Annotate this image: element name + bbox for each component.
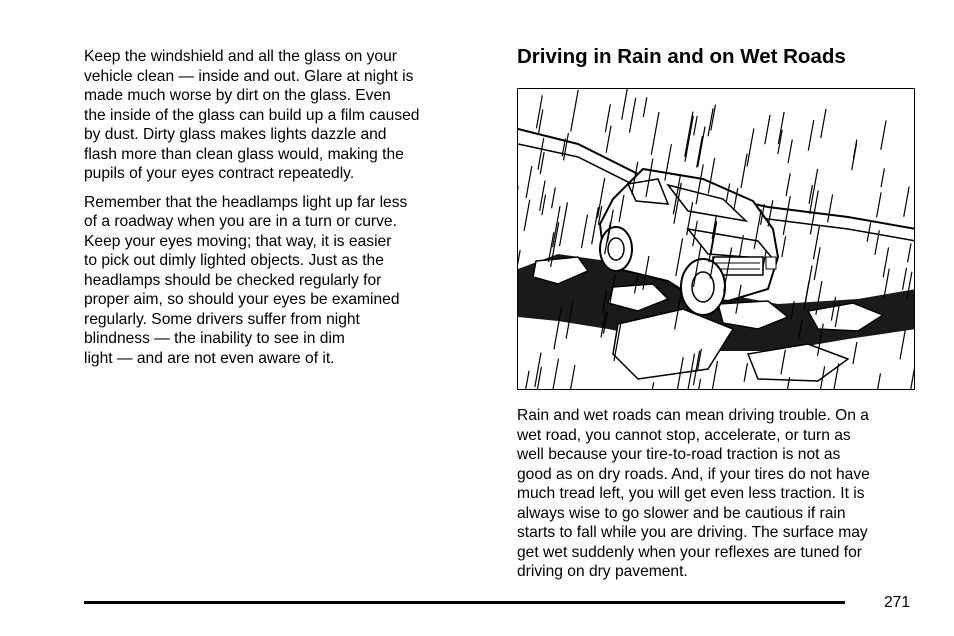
rain-streak: [808, 120, 814, 151]
text-line: flash more than clean glass would, making the: [84, 145, 404, 163]
rain-streak: [828, 195, 833, 223]
rain-streak: [875, 373, 880, 390]
rain-driving-illustration: [517, 88, 915, 390]
rain-streak: [877, 192, 881, 217]
page-number: 271: [884, 594, 911, 611]
paragraph-wet-roads: [517, 406, 917, 582]
rain-streak: [526, 166, 532, 198]
rain-streak: [744, 363, 747, 382]
rain-streak: [552, 359, 559, 390]
text-line: by dust. Dirty glass makes lights dazzle and: [84, 126, 387, 143]
rain-streak: [697, 136, 703, 168]
text-line: Keep your eyes moving; that way, it is easier: [84, 232, 392, 250]
text-line: wet road, you cannot stop, accelerate, or turn as: [517, 426, 851, 444]
section-heading: Driving in Rain and on Wet Roads: [517, 45, 846, 68]
rain-streak: [908, 243, 911, 262]
rain-streak: [821, 109, 826, 138]
text-line: regularly. Some drivers suffer from night: [84, 310, 360, 328]
text-line: Remember that the headlamps light up far less: [84, 193, 408, 211]
rain-streak: [553, 206, 560, 247]
rain-streak: [685, 116, 693, 162]
rain-streak: [694, 116, 697, 135]
rain-streak: [881, 120, 886, 149]
rain-streak: [581, 215, 587, 248]
rain-streak: [605, 104, 610, 132]
rain-streak: [786, 173, 790, 196]
rain-streak: [782, 236, 786, 257]
text-line: Keep the windshield and all the glass on your: [84, 48, 397, 65]
text-line: driving on dry pavement.: [517, 563, 688, 580]
rain-streak: [524, 200, 530, 231]
text-line: light — and are not even aware of it.: [84, 349, 335, 367]
text-line: good as on dry roads. And, if your tires do not have: [517, 465, 870, 483]
rain-streak: [768, 200, 773, 226]
rain-streak: [622, 89, 628, 120]
text-line: of a roadway when you are in a turn or curve.: [84, 213, 397, 230]
rain-streak: [852, 143, 857, 171]
rain-streak: [741, 154, 747, 188]
text-line: always wise to go slower and be cautious if rain: [517, 504, 846, 522]
rain-streak: [540, 181, 545, 211]
text-line: blindness — the inability to see in dim: [84, 330, 345, 347]
left-column: [84, 47, 484, 377]
truck-in-rain-image: [518, 89, 915, 390]
rain-streak: [903, 268, 907, 290]
rain-streak: [853, 342, 857, 364]
rain-streak: [747, 129, 754, 167]
rain-streak: [560, 202, 568, 246]
text-line: to pick out dimly lighted objects. Just as the: [84, 252, 384, 269]
rain-streak: [907, 367, 915, 390]
rain-streak: [571, 90, 578, 132]
text-line: proper aim, so should your eyes be examined: [84, 291, 400, 308]
paragraph-headlamps: [84, 193, 484, 369]
text-line: headlamps should be checked regularly for: [84, 271, 382, 289]
text-line: starts to fall while you are driving. The surface may: [517, 524, 868, 541]
rain-streak: [521, 371, 529, 390]
rain-streak: [552, 187, 556, 208]
right-column: [517, 406, 917, 582]
rain-streak: [629, 98, 635, 133]
rain-streak: [783, 196, 790, 235]
text-line: much tread left, you will get even less traction. It is: [517, 485, 865, 502]
rain-streak: [884, 269, 889, 298]
footer-rule: [84, 601, 845, 604]
rain-streak: [881, 168, 884, 187]
rain-streak: [646, 382, 653, 390]
rain-streak: [606, 126, 611, 153]
text-line: made much worse by dirt on the glass. Even: [84, 87, 391, 104]
text-line: pupils of your eyes contract repeatedly.: [84, 165, 355, 182]
paragraph-windshield: [84, 47, 484, 184]
text-line: well because your tire-to-road traction is not as: [517, 446, 841, 463]
rain-streak: [535, 353, 541, 388]
text-line: the inside of the glass can build up a film caused: [84, 106, 420, 124]
rain-streak: [883, 247, 888, 277]
rain-streak: [711, 361, 718, 390]
rain-streak: [592, 207, 599, 244]
text-line: Rain and wet roads can mean driving trouble. On a: [517, 407, 869, 424]
text-line: get wet suddenly when your reflexes are tuned for: [517, 543, 862, 561]
text-line: vehicle clean — inside and out. Glare at night is: [84, 67, 414, 85]
rain-streak: [900, 330, 905, 360]
rain-streak: [643, 97, 647, 117]
rain-streak: [569, 365, 575, 390]
rain-streak: [904, 186, 909, 216]
rain-streak: [651, 112, 659, 155]
rain-streak: [538, 138, 544, 170]
rain-streak: [778, 112, 784, 144]
rain-streak: [536, 95, 542, 128]
rain-streak: [867, 221, 871, 241]
rain-streak: [788, 140, 792, 164]
rain-streak: [765, 115, 770, 144]
rain-streak: [698, 127, 705, 167]
rain-streak: [685, 112, 693, 157]
